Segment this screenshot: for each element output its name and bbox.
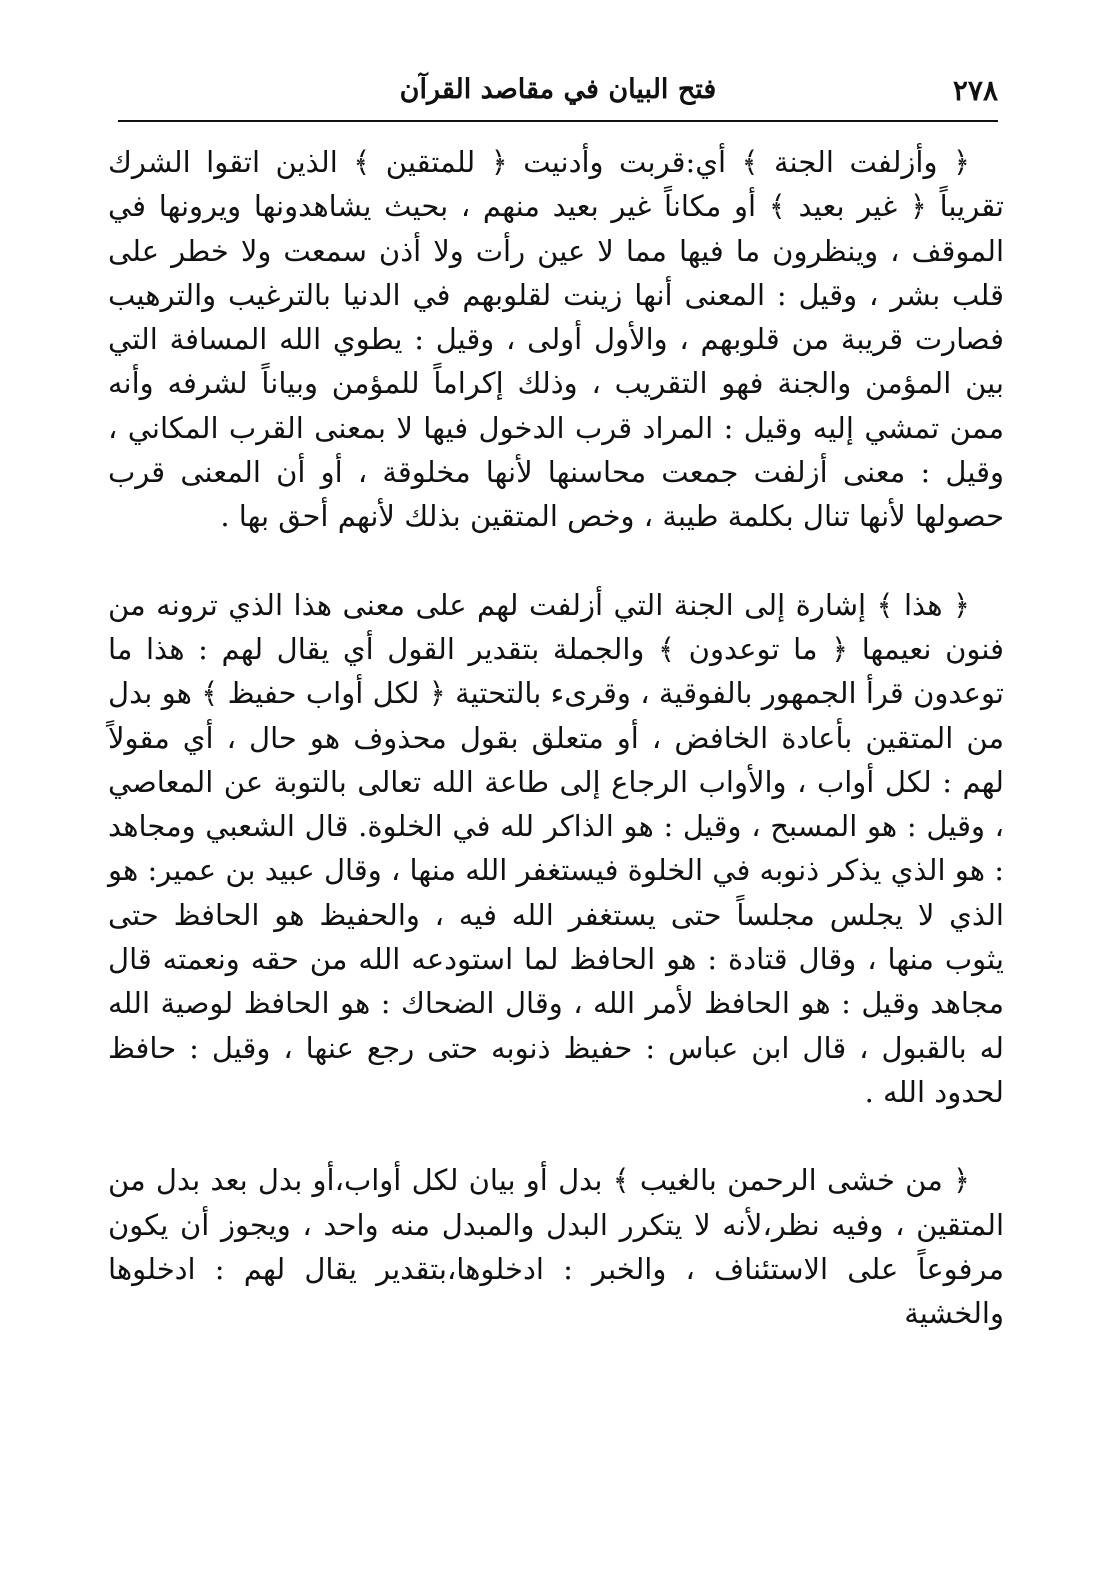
paragraph — [108, 140, 1004, 539]
paragraph-text: ﴿ من خشى الرحمن بالغيب ﴾ بدل أو بيان لكل أواب،أو بدل بعد بدل من المتقين ، وفيه نظر،لأنه لا يتكرر البدل والمبدل منه واحد ، ويجوز أن يكون مرفوعاً على الاستئناف ، والخبر : ادخلوها،بتقدير يقال لهم : ادخلوها والخشية — [108, 1163, 1004, 1331]
header-divider — [118, 120, 998, 122]
page-header — [118, 68, 998, 120]
paragraph-text: ﴿ هذا ﴾ إشارة إلى الجنة التي أزلفت لهم على معنى هذا الذي ترونه من فنون نعيمها ﴿ ما توعدون ﴾ والجملة بتقدير القول أي يقال لهم : هذا ما توعدون قرأ الجمهور بالفوقية ، وقرىء بالتحتية ﴿ لكل أواب حفيظ ﴾ هو بدل من المتقين بأعادة الخافض ، أو متعلق بقول محذوف هو حال ، أي مقولاً لهم : لكل أواب ، والأواب الرجاع إلى طاعة الله تعالى بالتوبة عن المعاصي ، وقيل : هو المسبح ، وقيل : هو الذاكر لله في الخلوة. قال الشعبي ومجاهد : هو الذي يذكر ذنوبه في الخلوة فيستغفر الله منها ، وقال عبيد بن عمير: هو الذي لا يجلس مجلساً حتى يستغفر الله فيه ، والحفيظ هو الحافظ حتى يثوب منها ، وقال قتادة : هو الحافظ لما استودعه الله من حقه ونعمته قال مجاهد وقيل : هو الحافظ لأمر الله ، وقال الضحاك : هو الحافظ لوصية الله له بالقبول ، قال ابن عباس : حفيظ ذنوبه حتى رجع عنها ، وقيل : حافظ لحدود الله . — [108, 587, 1004, 1109]
page-number: ٢٧٨ — [952, 74, 998, 107]
paragraph — [108, 1158, 1004, 1335]
page-body — [108, 140, 1004, 1335]
running-title: فتح البيان في مقاصد القرآن — [399, 74, 717, 105]
paragraph-text: ﴿ وأزلفت الجنة ﴾ أي:قربت وأدنيت ﴿ للمتقين ﴾ الذين اتقوا الشرك تقريباً ﴿ غير بعيد ﴾ أو مكاناً غير بعيد منهم ، بحيث يشاهدونها ويرونها في الموقف ، وينظرون ما فيها مما لا عين رأت ولا أذن سمعت ولا خطر على قلب بشر ، وقيل : المعنى أنها زينت لقلوبهم في الدنيا بالترغيب والترهيب فصارت قريبة من قلوبهم ، والأول أولى ، وقيل : يطوي الله المسافة التي بين المؤمن والجنة فهو التقريب ، وذلك إكراماً للمؤمن وبياناً لشرفه وأنه ممن تمشي إليه وقيل : المراد قرب الدخول فيها لا بمعنى القرب المكاني ، وقيل : معنى أزلفت جمعت محاسنها لأنها مخلوقة ، أو أن المعنى قرب حصولها لأنها تنال بكلمة طيبة ، وخص المتقين بذلك لأنهم أحق بها . — [108, 145, 1004, 534]
paragraph — [108, 583, 1004, 1115]
